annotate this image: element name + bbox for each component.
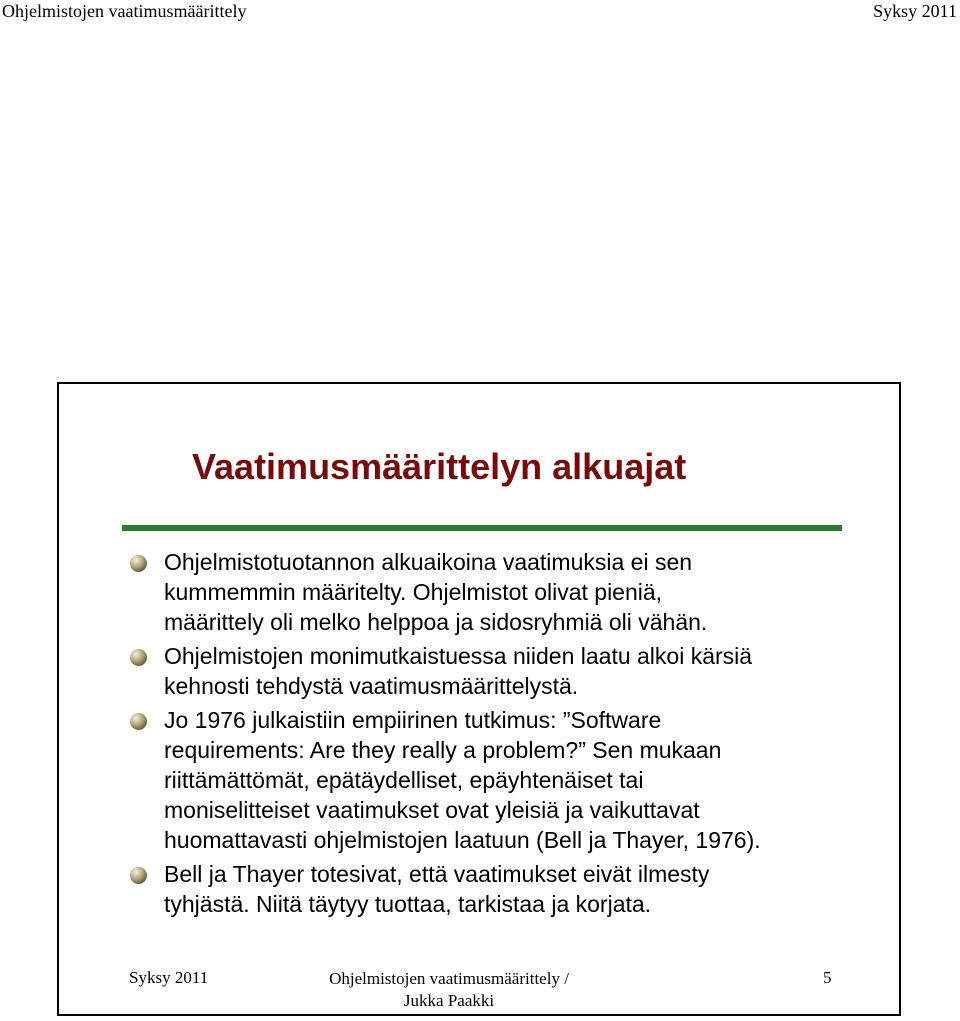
- bullet-item: [129, 859, 849, 919]
- page-number: 5: [823, 968, 832, 987]
- footer-author: Jukka Paakki: [403, 991, 495, 1010]
- bullet-text: Ohjelmistotuotannon alkuaikoina vaatimuksia ei sen kummemmin määritelty. Ohjelmistot olivat pieniä, määrittely oli melko helppoa ja sidosryhmiä oli vähän.: [164, 549, 708, 635]
- bullet-text: Ohjelmistojen monimutkaistuessa niiden laatu alkoi kärsiä kehnosti tehdystä vaatimusmäärittelystä.: [164, 643, 753, 699]
- slide: [57, 382, 901, 1016]
- bullet-sphere-icon: [130, 713, 147, 730]
- bullet-item: [129, 641, 849, 701]
- bullet-item: [129, 705, 849, 855]
- slide-title: Vaatimusmäärittelyn alkuajat: [192, 446, 687, 487]
- bullet-text: Bell ja Thayer totesivat, että vaatimukset eivät ilmesty tyhjästä. Niitä täytyy tuottaa, tarkistaa ja korjata.: [164, 861, 710, 917]
- title-divider: [122, 525, 842, 531]
- bullet-text: Jo 1976 julkaistiin empiirinen tutkimus: ”Software requirements: Are they really a problem?” Sen mukaan riittämättömät, epätäydelliset, epäyhtenäiset tai moniselitteiset vaatimukset ovat yleisiä ja vaikuttavat huomattavasti ohjelmistojen laatuun (Bell ja Thayer, 1976).: [164, 707, 761, 853]
- bullet-sphere-icon: [130, 649, 147, 666]
- bullet-sphere-icon: [130, 555, 147, 572]
- slide-footer: [59, 966, 899, 1012]
- bullet-list: [129, 547, 849, 923]
- header-term: Syksy 2011: [873, 1, 957, 21]
- bullet-sphere-icon: [130, 867, 147, 884]
- page-header: [0, 0, 960, 28]
- footer-course-author: [289, 968, 609, 1012]
- bullet-item: [129, 547, 849, 637]
- footer-term: Syksy 2011: [129, 968, 209, 987]
- header-course-title: Ohjelmistojen vaatimusmäärittely: [2, 1, 247, 21]
- footer-course: Ohjelmistojen vaatimusmäärittely /: [329, 969, 569, 988]
